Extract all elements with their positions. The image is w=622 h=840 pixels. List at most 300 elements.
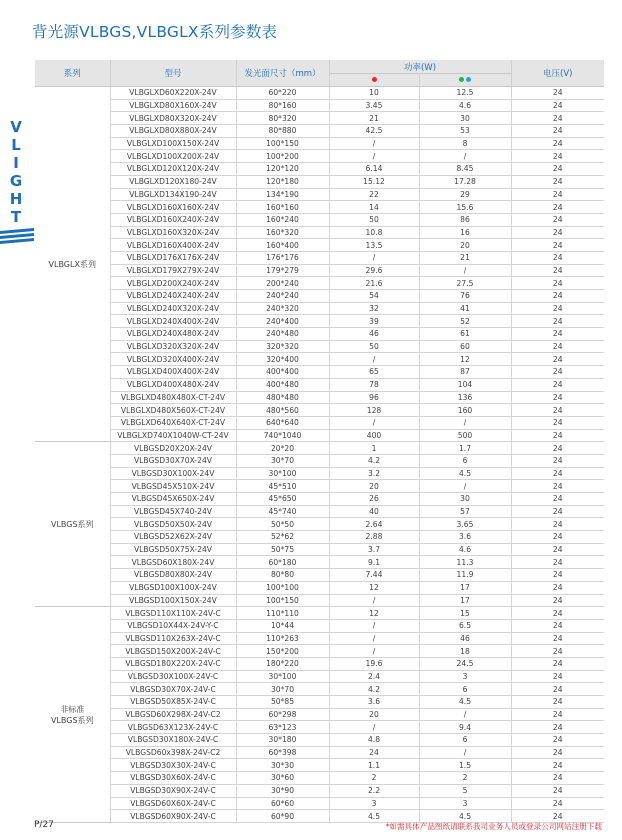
table-row: [35, 87, 604, 100]
table-row: [35, 607, 604, 620]
power-gb-cell: 29: [419, 188, 511, 201]
model-cell: VLBGSD50X50X-24V: [110, 518, 236, 531]
power-red-cell: /: [329, 594, 419, 607]
table-row: [35, 493, 604, 506]
model-cell: VLBGLXD240X320X-24V: [110, 302, 236, 315]
voltage-cell: 24: [511, 632, 604, 645]
voltage-cell: 24: [511, 721, 604, 734]
series-cell: VLBGLX系列: [35, 87, 110, 442]
power-red-cell: 42.5: [329, 125, 419, 138]
power-red-cell: 19.6: [329, 657, 419, 670]
table-row: [35, 99, 604, 112]
size-cell: 160*320: [236, 226, 329, 239]
size-cell: 120*180: [236, 175, 329, 188]
voltage-cell: 24: [511, 277, 604, 290]
model-cell: VLBGLXD120X120X-24V: [110, 163, 236, 176]
voltage-cell: 24: [511, 188, 604, 201]
size-cell: 110*110: [236, 607, 329, 620]
model-cell: VLBGLXD740X1040W-CT-24V: [110, 429, 236, 442]
power-red-cell: 13.5: [329, 239, 419, 252]
series-cell: 非标准 VLBGS系列: [35, 607, 110, 823]
size-cell: 30*60: [236, 772, 329, 785]
power-gb-cell: 60: [419, 340, 511, 353]
brand-letter: L: [11, 136, 21, 154]
voltage-cell: 24: [511, 556, 604, 569]
power-red-cell: 24: [329, 746, 419, 759]
power-gb-cell: /: [419, 264, 511, 277]
voltage-cell: 24: [511, 226, 604, 239]
power-red-cell: 4.2: [329, 683, 419, 696]
power-red-cell: 26: [329, 493, 419, 506]
table-row: [35, 759, 604, 772]
power-gb-cell: 8: [419, 137, 511, 150]
power-red-cell: 2.88: [329, 531, 419, 544]
voltage-cell: 24: [511, 480, 604, 493]
header-power-red: [329, 74, 419, 87]
model-cell: VLBGSD50X75X-24V: [110, 543, 236, 556]
power-red-cell: 4.8: [329, 734, 419, 747]
power-gb-cell: 17: [419, 594, 511, 607]
table-row: [35, 632, 604, 645]
power-gb-cell: 3.65: [419, 518, 511, 531]
voltage-cell: 24: [511, 746, 604, 759]
voltage-cell: 24: [511, 670, 604, 683]
table-row: [35, 416, 604, 429]
voltage-cell: 24: [511, 378, 604, 391]
power-red-cell: 400: [329, 429, 419, 442]
table-row: [35, 645, 604, 658]
model-cell: VLBGSD30X70X-24V-C: [110, 683, 236, 696]
voltage-cell: 24: [511, 112, 604, 125]
power-gb-cell: 16: [419, 226, 511, 239]
green-dot-icon: [459, 77, 464, 82]
model-cell: VLBGSD60X60X-24V-C: [110, 797, 236, 810]
voltage-cell: 24: [511, 404, 604, 417]
model-cell: VLBGLXD320X400X-24V: [110, 353, 236, 366]
power-red-cell: 12: [329, 607, 419, 620]
table-row: [35, 251, 604, 264]
power-red-cell: 9.1: [329, 556, 419, 569]
power-gb-cell: 11.3: [419, 556, 511, 569]
voltage-cell: 24: [511, 239, 604, 252]
size-cell: 110*263: [236, 632, 329, 645]
power-red-cell: 15.12: [329, 175, 419, 188]
power-red-cell: 14: [329, 201, 419, 214]
voltage-cell: 24: [511, 340, 604, 353]
power-gb-cell: 52: [419, 315, 511, 328]
power-gb-cell: 21: [419, 251, 511, 264]
model-cell: VLBGSD100X100X-24V: [110, 581, 236, 594]
model-cell: VLBGLXD80X880X-24V: [110, 125, 236, 138]
table-header: [35, 60, 604, 87]
power-gb-cell: 30: [419, 493, 511, 506]
brand-letter: I: [13, 154, 19, 172]
power-red-cell: 3.6: [329, 696, 419, 709]
model-cell: VLBGLXD120X180-24V: [110, 175, 236, 188]
power-red-cell: 3: [329, 797, 419, 810]
power-gb-cell: 6: [419, 734, 511, 747]
table-row: [35, 213, 604, 226]
power-gb-cell: 86: [419, 213, 511, 226]
voltage-cell: 24: [511, 391, 604, 404]
power-gb-cell: 9.4: [419, 721, 511, 734]
table-row: [35, 797, 604, 810]
model-cell: VLBGSD30X100X-24V: [110, 467, 236, 480]
power-red-cell: /: [329, 137, 419, 150]
size-cell: 240*320: [236, 302, 329, 315]
model-cell: VLBGLXD200X240X-24V: [110, 277, 236, 290]
voltage-cell: 24: [511, 442, 604, 455]
power-gb-cell: /: [419, 746, 511, 759]
size-cell: 80*880: [236, 125, 329, 138]
table-row: [35, 150, 604, 163]
power-red-cell: /: [329, 619, 419, 632]
power-red-cell: 4.2: [329, 454, 419, 467]
model-cell: VLBGSD60X298X-24V-C2: [110, 708, 236, 721]
voltage-cell: 24: [511, 353, 604, 366]
voltage-cell: 24: [511, 581, 604, 594]
power-red-cell: 10: [329, 87, 419, 100]
voltage-cell: 24: [511, 797, 604, 810]
power-gb-cell: 104: [419, 378, 511, 391]
size-cell: 640*640: [236, 416, 329, 429]
model-cell: VLBGSD20X20X-24V: [110, 442, 236, 455]
power-gb-cell: 3: [419, 670, 511, 683]
power-red-cell: 1.1: [329, 759, 419, 772]
page-number: P/27: [34, 820, 54, 830]
model-cell: VLBGLXD179X279X-24V: [110, 264, 236, 277]
table-row: [35, 721, 604, 734]
brand-stripes-decoration: [0, 228, 34, 246]
header-size: 发光面尺寸（mm）: [236, 60, 329, 87]
voltage-cell: 24: [511, 683, 604, 696]
power-red-cell: /: [329, 251, 419, 264]
table-row: [35, 137, 604, 150]
voltage-cell: 24: [511, 125, 604, 138]
size-cell: 30*70: [236, 454, 329, 467]
model-cell: VLBGSD110X263X-24V-C: [110, 632, 236, 645]
model-cell: VLBGSD30X90X-24V-C: [110, 784, 236, 797]
table-row: [35, 340, 604, 353]
table-row: [35, 556, 604, 569]
voltage-cell: 24: [511, 416, 604, 429]
size-cell: 320*400: [236, 353, 329, 366]
voltage-cell: 24: [511, 175, 604, 188]
power-red-cell: /: [329, 632, 419, 645]
power-red-cell: 50: [329, 213, 419, 226]
power-gb-cell: 17.28: [419, 175, 511, 188]
table-row: [35, 175, 604, 188]
table-row: [35, 746, 604, 759]
brand-letter: T: [10, 208, 22, 226]
model-cell: VLBGSD45X510X-24V: [110, 480, 236, 493]
size-cell: 320*320: [236, 340, 329, 353]
table-row: [35, 543, 604, 556]
voltage-cell: 24: [511, 493, 604, 506]
table-row: [35, 480, 604, 493]
power-red-cell: 21.6: [329, 277, 419, 290]
model-cell: VLBGSD30X100X-24V-C: [110, 670, 236, 683]
model-cell: VLBGSD30X30X-24V-C: [110, 759, 236, 772]
table-row: [35, 353, 604, 366]
power-gb-cell: /: [419, 416, 511, 429]
model-cell: VLBGLXD400X400X-24V: [110, 366, 236, 379]
voltage-cell: 24: [511, 810, 604, 823]
model-cell: VLBGLXD240X480X-24V: [110, 328, 236, 341]
table-row: [35, 569, 604, 582]
size-cell: 52*62: [236, 531, 329, 544]
table-row: [35, 772, 604, 785]
table-row: [35, 112, 604, 125]
table-row: [35, 239, 604, 252]
table-row: [35, 315, 604, 328]
voltage-cell: 24: [511, 518, 604, 531]
voltage-cell: 24: [511, 366, 604, 379]
size-cell: 134*190: [236, 188, 329, 201]
voltage-cell: 24: [511, 290, 604, 303]
voltage-cell: 24: [511, 264, 604, 277]
model-cell: VLBGSD45X650X-24V: [110, 493, 236, 506]
header-power-green-blue: [419, 74, 511, 87]
model-cell: VLBGSD180X220X-24V-C: [110, 657, 236, 670]
model-cell: VLBGLXD160X320X-24V: [110, 226, 236, 239]
brand-letter: V: [10, 118, 22, 136]
model-cell: VLBGLXD480X560X-CT-24V: [110, 404, 236, 417]
power-red-cell: 32: [329, 302, 419, 315]
power-red-cell: 6.14: [329, 163, 419, 176]
power-gb-cell: 57: [419, 505, 511, 518]
table-row: [35, 581, 604, 594]
power-red-cell: /: [329, 353, 419, 366]
table-row: [35, 594, 604, 607]
size-cell: 240*400: [236, 315, 329, 328]
size-cell: 50*85: [236, 696, 329, 709]
voltage-cell: 24: [511, 99, 604, 112]
power-gb-cell: 30: [419, 112, 511, 125]
header-power: 功率(W): [329, 60, 511, 74]
size-cell: 63*123: [236, 721, 329, 734]
model-cell: VLBGLXD176X176X-24V: [110, 251, 236, 264]
table-row: [35, 290, 604, 303]
voltage-cell: 24: [511, 619, 604, 632]
voltage-cell: 24: [511, 607, 604, 620]
model-cell: VLBGSD80X80X-24V: [110, 569, 236, 582]
power-gb-cell: 5: [419, 784, 511, 797]
power-red-cell: 10.8: [329, 226, 419, 239]
voltage-cell: 24: [511, 467, 604, 480]
power-gb-cell: 53: [419, 125, 511, 138]
power-gb-cell: 61: [419, 328, 511, 341]
power-gb-cell: 15: [419, 607, 511, 620]
power-gb-cell: 11.9: [419, 569, 511, 582]
table-row: [35, 429, 604, 442]
voltage-cell: 24: [511, 594, 604, 607]
table-row: [35, 657, 604, 670]
footnote: *如需具体产品图纸请联系我司业务人员或登录公司网站注册下载: [385, 822, 602, 831]
power-red-cell: /: [329, 416, 419, 429]
power-gb-cell: 2: [419, 772, 511, 785]
power-gb-cell: 3.6: [419, 531, 511, 544]
power-gb-cell: /: [419, 708, 511, 721]
voltage-cell: 24: [511, 454, 604, 467]
size-cell: 80*160: [236, 99, 329, 112]
size-cell: 60*180: [236, 556, 329, 569]
table-row: [35, 125, 604, 138]
table-row: [35, 734, 604, 747]
power-gb-cell: 12: [419, 353, 511, 366]
power-red-cell: /: [329, 150, 419, 163]
power-red-cell: 3.7: [329, 543, 419, 556]
power-red-cell: 2.2: [329, 784, 419, 797]
model-cell: VLBGLXD60X220X-24V: [110, 87, 236, 100]
power-gb-cell: 6: [419, 683, 511, 696]
voltage-cell: 24: [511, 251, 604, 264]
header-series: 系列: [35, 60, 110, 87]
power-gb-cell: 18: [419, 645, 511, 658]
power-gb-cell: 46: [419, 632, 511, 645]
power-gb-cell: /: [419, 150, 511, 163]
table-row: [35, 696, 604, 709]
power-red-cell: 20: [329, 480, 419, 493]
size-cell: 60*90: [236, 810, 329, 823]
model-cell: VLBGSD150X200X-24V-C: [110, 645, 236, 658]
power-red-cell: 4.5: [329, 810, 419, 823]
power-red-cell: 3.45: [329, 99, 419, 112]
power-gb-cell: 500: [419, 429, 511, 442]
power-red-cell: 22: [329, 188, 419, 201]
power-red-cell: 1: [329, 442, 419, 455]
red-dot-icon: [372, 77, 377, 82]
model-cell: VLBGSD45X740-24V: [110, 505, 236, 518]
table-row: [35, 454, 604, 467]
power-red-cell: 50: [329, 340, 419, 353]
size-cell: 740*1040: [236, 429, 329, 442]
power-gb-cell: 24.5: [419, 657, 511, 670]
model-cell: VLBGSD30X180X-24V-C: [110, 734, 236, 747]
voltage-cell: 24: [511, 315, 604, 328]
model-cell: VLBGSD110X110X-24V-C: [110, 607, 236, 620]
power-gb-cell: 4.5: [419, 696, 511, 709]
power-gb-cell: 4.6: [419, 543, 511, 556]
voltage-cell: 24: [511, 734, 604, 747]
size-cell: 176*176: [236, 251, 329, 264]
size-cell: 240*480: [236, 328, 329, 341]
power-gb-cell: 87: [419, 366, 511, 379]
power-gb-cell: 76: [419, 290, 511, 303]
size-cell: 30*90: [236, 784, 329, 797]
power-gb-cell: 4.6: [419, 99, 511, 112]
table-row: [35, 391, 604, 404]
power-red-cell: 65: [329, 366, 419, 379]
side-brand: [8, 118, 24, 226]
model-cell: VLBGLXD100X200X-24V: [110, 150, 236, 163]
table-row: [35, 708, 604, 721]
table-row: [35, 442, 604, 455]
model-cell: VLBGLXD160X160X-24V: [110, 201, 236, 214]
size-cell: 30*30: [236, 759, 329, 772]
voltage-cell: 24: [511, 163, 604, 176]
voltage-cell: 24: [511, 201, 604, 214]
size-cell: 60*60: [236, 797, 329, 810]
size-cell: 200*240: [236, 277, 329, 290]
model-cell: VLBGSD60X180X-24V: [110, 556, 236, 569]
voltage-cell: 24: [511, 505, 604, 518]
model-cell: VLBGLXD240X400X-24V: [110, 315, 236, 328]
size-cell: 240*240: [236, 290, 329, 303]
model-cell: VLBGLXD240X240X-24V: [110, 290, 236, 303]
size-cell: 30*180: [236, 734, 329, 747]
model-cell: VLBGSD50X85X-24V-C: [110, 696, 236, 709]
power-gb-cell: 6: [419, 454, 511, 467]
table-row: [35, 378, 604, 391]
table-row: [35, 264, 604, 277]
model-cell: VLBGSD30X70X-24V: [110, 454, 236, 467]
size-cell: 80*80: [236, 569, 329, 582]
size-cell: 60*298: [236, 708, 329, 721]
power-red-cell: 78: [329, 378, 419, 391]
model-cell: VLBGLXD160X240X-24V: [110, 213, 236, 226]
size-cell: 180*220: [236, 657, 329, 670]
power-gb-cell: 8.45: [419, 163, 511, 176]
voltage-cell: 24: [511, 213, 604, 226]
power-red-cell: 128: [329, 404, 419, 417]
power-red-cell: 29.6: [329, 264, 419, 277]
voltage-cell: 24: [511, 759, 604, 772]
power-gb-cell: 27.5: [419, 277, 511, 290]
size-cell: 400*480: [236, 378, 329, 391]
size-cell: 120*120: [236, 163, 329, 176]
table-row: [35, 188, 604, 201]
voltage-cell: 24: [511, 137, 604, 150]
model-cell: VLBGSD63X123X-24V-C: [110, 721, 236, 734]
power-red-cell: 96: [329, 391, 419, 404]
size-cell: 160*240: [236, 213, 329, 226]
model-cell: VLBGLXD160X400X-24V: [110, 239, 236, 252]
table-row: [35, 518, 604, 531]
power-red-cell: 20: [329, 708, 419, 721]
voltage-cell: 24: [511, 645, 604, 658]
voltage-cell: 24: [511, 543, 604, 556]
power-gb-cell: 41: [419, 302, 511, 315]
model-cell: VLBGSD52X62X-24V: [110, 531, 236, 544]
power-gb-cell: 17: [419, 581, 511, 594]
power-red-cell: /: [329, 645, 419, 658]
model-cell: VLBGLXD80X160X-24V: [110, 99, 236, 112]
power-gb-cell: 1.5: [419, 759, 511, 772]
model-cell: VLBGSD100X150X-24V: [110, 594, 236, 607]
size-cell: 45*650: [236, 493, 329, 506]
power-red-cell: 21: [329, 112, 419, 125]
model-cell: VLBGLXD134X190-24V: [110, 188, 236, 201]
model-cell: VLBGLXD80X320X-24V: [110, 112, 236, 125]
size-cell: 80*320: [236, 112, 329, 125]
size-cell: 10*44: [236, 619, 329, 632]
model-cell: VLBGLXD100X150X-24V: [110, 137, 236, 150]
voltage-cell: 24: [511, 784, 604, 797]
table-row: [35, 670, 604, 683]
power-red-cell: 12: [329, 581, 419, 594]
power-red-cell: 39: [329, 315, 419, 328]
power-gb-cell: 15.6: [419, 201, 511, 214]
voltage-cell: 24: [511, 657, 604, 670]
table-row: [35, 467, 604, 480]
model-cell: VLBGLXD320X320X-24V: [110, 340, 236, 353]
power-red-cell: 2.64: [329, 518, 419, 531]
size-cell: 45*510: [236, 480, 329, 493]
brand-letter: G: [9, 172, 23, 190]
voltage-cell: 24: [511, 569, 604, 582]
voltage-cell: 24: [511, 87, 604, 100]
